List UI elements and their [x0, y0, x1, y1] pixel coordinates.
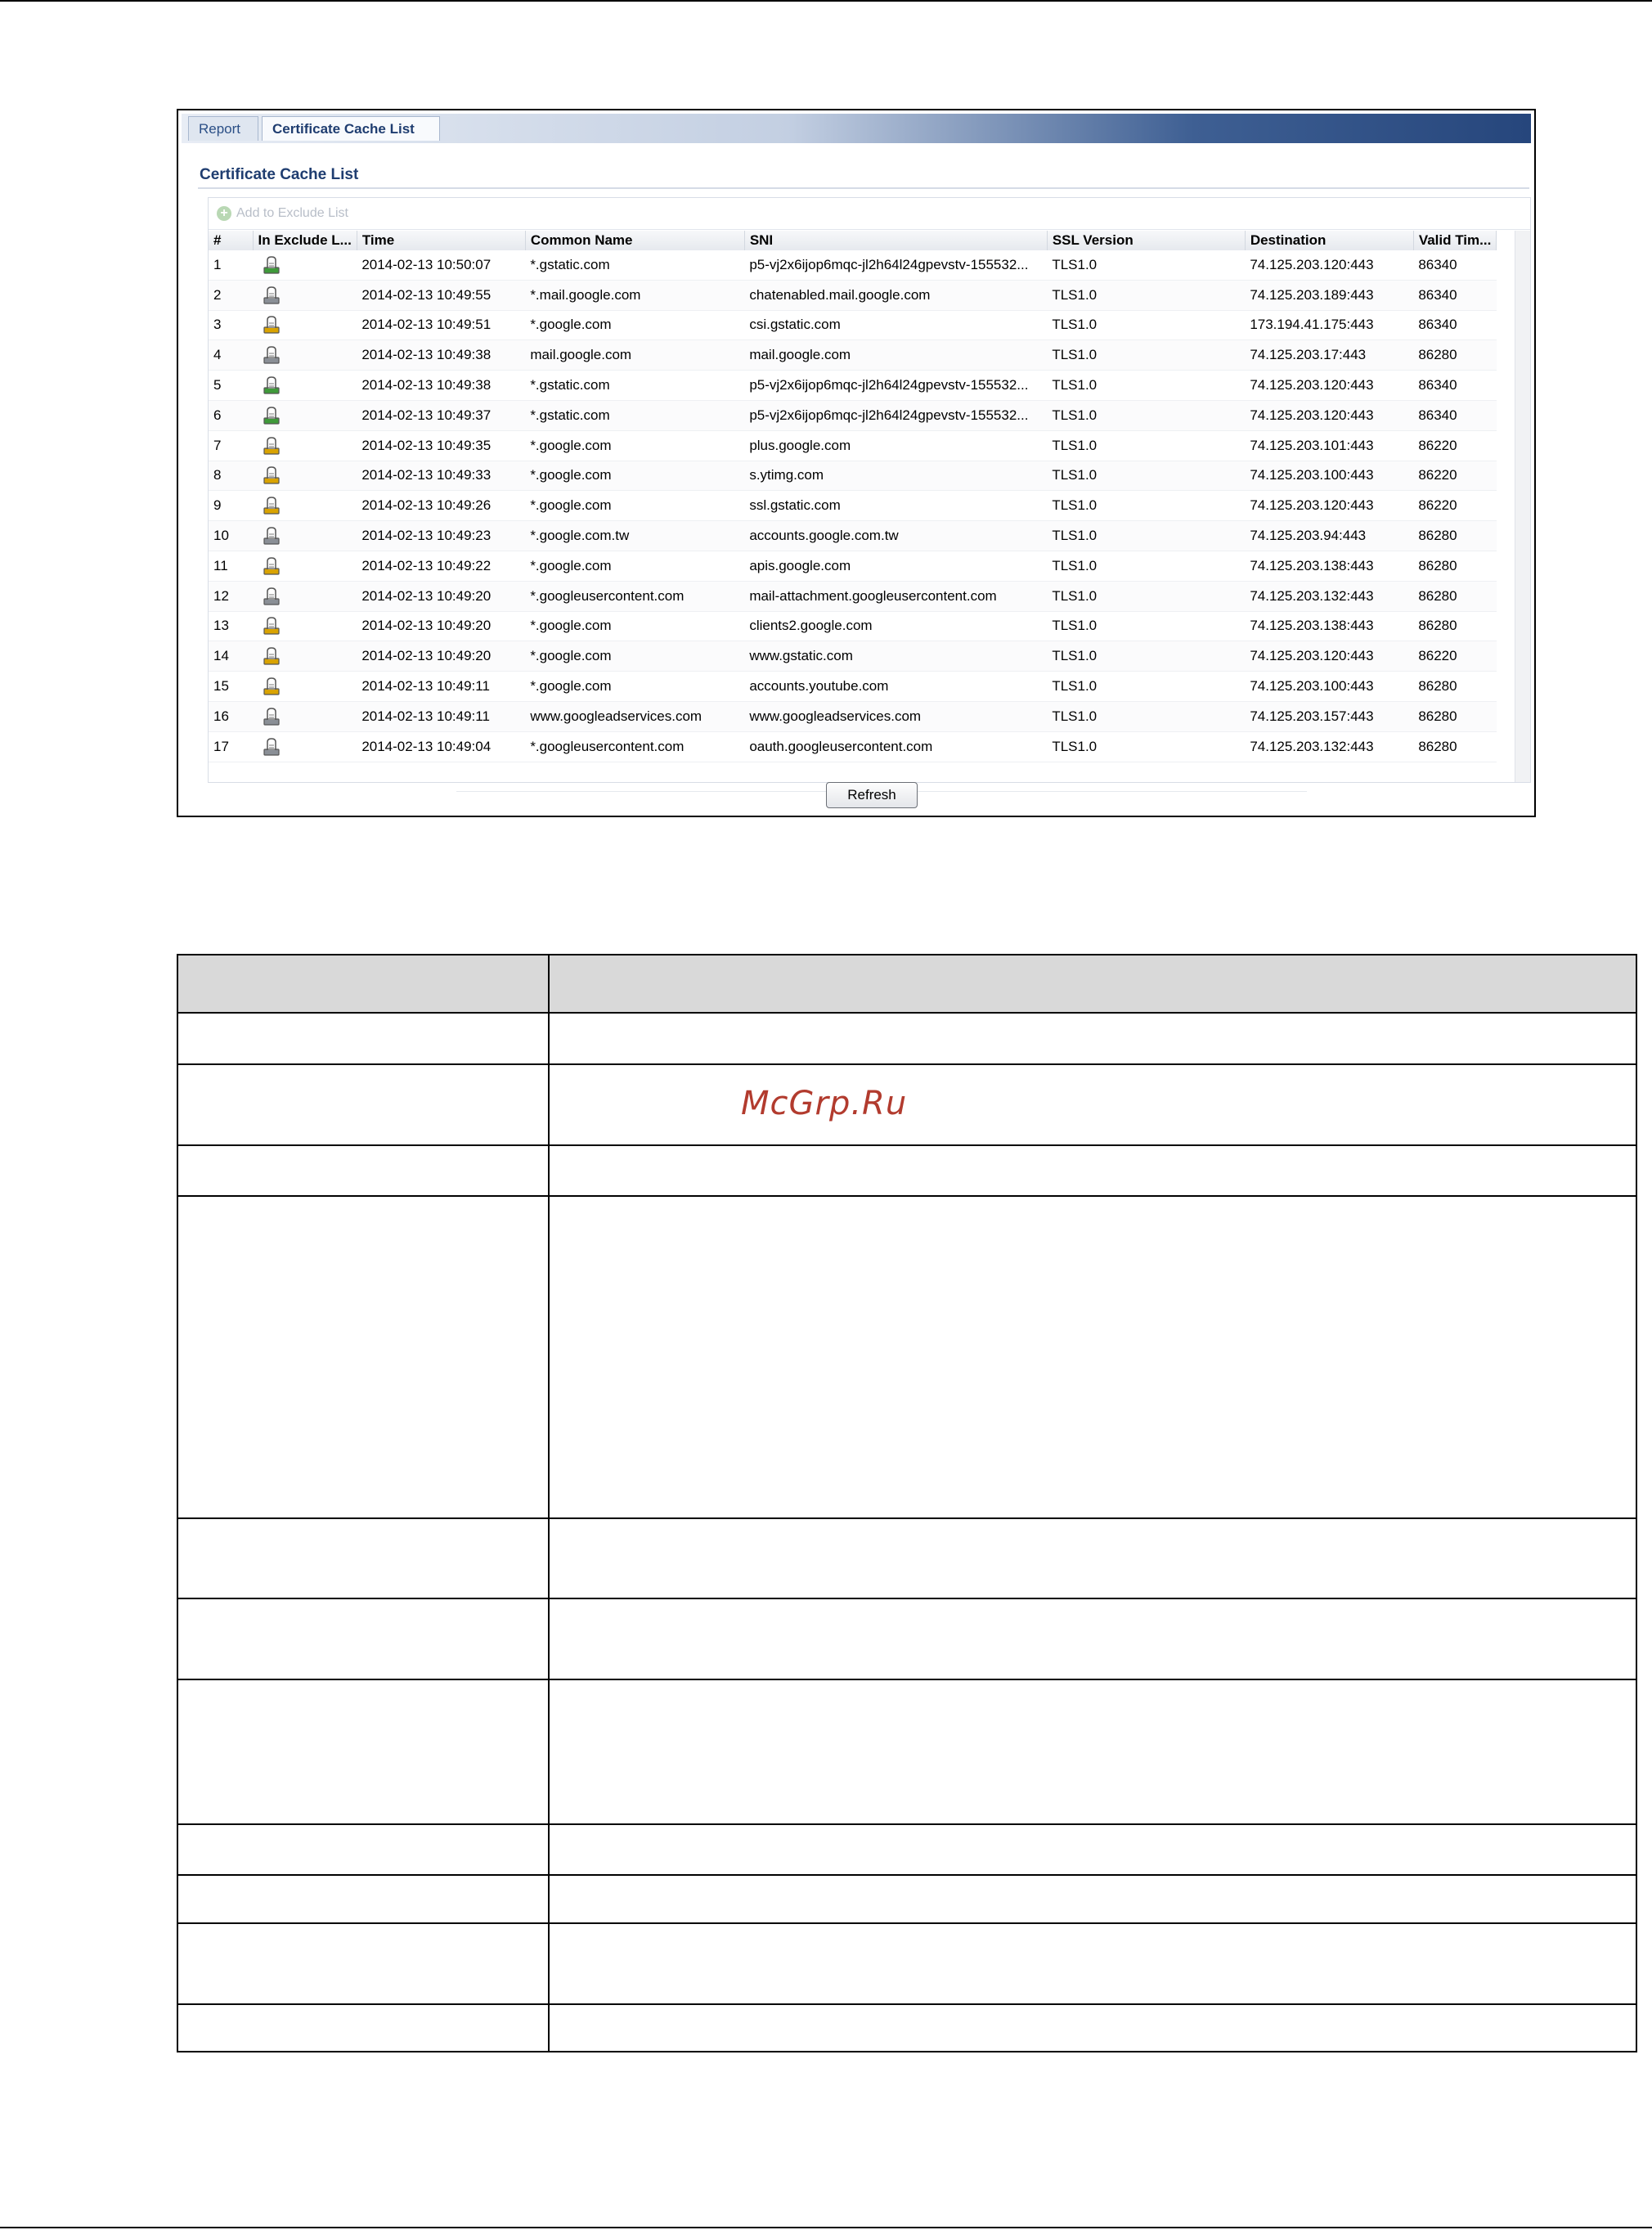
sni-cell: ssl.gstatic.com — [744, 491, 1047, 521]
time-cell: 2014-02-13 10:49:38 — [357, 371, 525, 401]
common-name-cell: *.google.com — [525, 491, 744, 521]
destination-cell: 173.194.41.175:443 — [1245, 310, 1413, 340]
certificate-icon — [261, 375, 282, 395]
table-row[interactable] — [209, 581, 1497, 611]
description-cell — [549, 1598, 1636, 1679]
ssl-version-cell: TLS1.0 — [1047, 430, 1245, 461]
table-row[interactable] — [209, 430, 1497, 461]
description-header-row — [177, 955, 1636, 1013]
ssl-version-cell: TLS1.0 — [1047, 400, 1245, 430]
certificate-icon — [261, 707, 282, 726]
sni-cell: apis.google.com — [744, 551, 1047, 581]
valid-time-cell: 86280 — [1413, 611, 1497, 641]
common-name-cell: *.google.com — [525, 310, 744, 340]
ssl-version-cell: TLS1.0 — [1047, 672, 1245, 702]
add-icon: + — [217, 206, 231, 221]
valid-time-cell: 86280 — [1413, 521, 1497, 551]
ssl-version-cell: TLS1.0 — [1047, 491, 1245, 521]
exclude-status-cell — [253, 310, 357, 340]
exclude-status-cell — [253, 581, 357, 611]
table-row[interactable] — [209, 611, 1497, 641]
valid-time-cell: 86340 — [1413, 280, 1497, 310]
certificate-icon — [261, 255, 282, 275]
exclude-status-cell — [253, 672, 357, 702]
exclude-status-cell — [253, 611, 357, 641]
description-row — [177, 1013, 1636, 1064]
common-name-cell: *.mail.google.com — [525, 280, 744, 310]
sni-cell: oauth.googleusercontent.com — [744, 731, 1047, 762]
sni-cell: mail.google.com — [744, 340, 1047, 371]
valid-time-cell: 86220 — [1413, 430, 1497, 461]
certificate-icon — [261, 285, 282, 305]
ssl-version-cell: TLS1.0 — [1047, 641, 1245, 672]
description-cell — [549, 1518, 1636, 1598]
certificate-icon — [261, 465, 282, 485]
description-cell — [549, 1824, 1636, 1875]
sni-cell: clients2.google.com — [744, 611, 1047, 641]
destination-cell: 74.125.203.120:443 — [1245, 491, 1413, 521]
description-cell — [549, 1875, 1636, 1923]
table-row[interactable] — [209, 731, 1497, 762]
certificate-icon — [261, 556, 282, 576]
exclude-status-cell — [253, 371, 357, 401]
certificate-icon — [261, 345, 282, 365]
exclude-status-cell — [253, 280, 357, 310]
time-cell: 2014-02-13 10:49:20 — [357, 611, 525, 641]
exclude-status-cell — [253, 641, 357, 672]
table-row[interactable] — [209, 551, 1497, 581]
label-cell — [177, 1013, 549, 1064]
table-row[interactable] — [209, 310, 1497, 340]
add-to-exclude-list-button[interactable] — [217, 205, 348, 223]
common-name-cell: *.google.com — [525, 461, 744, 491]
row-number: 11 — [209, 551, 253, 581]
time-cell: 2014-02-13 10:49:22 — [357, 551, 525, 581]
destination-cell: 74.125.203.157:443 — [1245, 701, 1413, 731]
row-number: 12 — [209, 581, 253, 611]
certificate-cache-screenshot — [177, 109, 1536, 817]
common-name-cell: mail.google.com — [525, 340, 744, 371]
destination-cell: 74.125.203.100:443 — [1245, 672, 1413, 702]
description-cell — [549, 1196, 1636, 1518]
certificate-icon — [261, 315, 282, 335]
sni-cell: www.gstatic.com — [744, 641, 1047, 672]
refresh-button[interactable]: Refresh — [826, 782, 918, 808]
column-header-common-name[interactable]: Common Name — [525, 231, 744, 250]
row-number: 3 — [209, 310, 253, 340]
row-number: 17 — [209, 731, 253, 762]
sni-cell: www.googleadservices.com — [744, 701, 1047, 731]
sni-cell: csi.gstatic.com — [744, 310, 1047, 340]
time-cell: 2014-02-13 10:49:20 — [357, 641, 525, 672]
ssl-version-cell: TLS1.0 — [1047, 581, 1245, 611]
ssl-version-cell: TLS1.0 — [1047, 280, 1245, 310]
common-name-cell: *.gstatic.com — [525, 371, 744, 401]
valid-time-cell: 86220 — [1413, 461, 1497, 491]
destination-cell: 74.125.203.94:443 — [1245, 521, 1413, 551]
destination-cell: 74.125.203.120:443 — [1245, 250, 1413, 280]
certificate-icon — [261, 737, 282, 757]
valid-time-cell: 86280 — [1413, 581, 1497, 611]
sni-cell: p5-vj2x6ijop6mqc-jl2h64l24gpevstv-155532... — [744, 400, 1047, 430]
destination-cell: 74.125.203.100:443 — [1245, 461, 1413, 491]
ssl-version-cell: TLS1.0 — [1047, 250, 1245, 280]
label-cell — [177, 1518, 549, 1598]
row-number: 10 — [209, 521, 253, 551]
column-header-destination[interactable]: Destination — [1245, 231, 1413, 250]
sni-cell: chatenabled.mail.google.com — [744, 280, 1047, 310]
add-to-exclude-list-label: Add to Exclude List — [236, 206, 348, 220]
column-header-ssl-version[interactable]: SSL Version — [1047, 231, 1245, 250]
table-row[interactable] — [209, 250, 1497, 280]
common-name-cell: *.googleusercontent.com — [525, 731, 744, 762]
ssl-version-cell: TLS1.0 — [1047, 340, 1245, 371]
valid-time-cell: 86280 — [1413, 672, 1497, 702]
label-cell — [177, 1824, 549, 1875]
certificate-icon — [261, 587, 282, 606]
destination-cell: 74.125.203.138:443 — [1245, 551, 1413, 581]
row-number: 9 — [209, 491, 253, 521]
label-cell — [177, 1679, 549, 1824]
table-row[interactable] — [209, 491, 1497, 521]
ssl-version-cell: TLS1.0 — [1047, 731, 1245, 762]
exclude-status-cell — [253, 461, 357, 491]
time-cell: 2014-02-13 10:49:04 — [357, 731, 525, 762]
time-cell: 2014-02-13 10:49:20 — [357, 581, 525, 611]
description-cell — [549, 1013, 1636, 1064]
description-cell — [549, 1923, 1636, 2004]
column-header-number[interactable]: # — [209, 231, 253, 250]
common-name-cell: *.google.com — [525, 430, 744, 461]
time-cell: 2014-02-13 10:49:51 — [357, 310, 525, 340]
ssl-version-cell: TLS1.0 — [1047, 701, 1245, 731]
common-name-cell: *.google.com.tw — [525, 521, 744, 551]
common-name-cell: *.google.com — [525, 611, 744, 641]
certificate-table-body — [209, 250, 1497, 762]
table-row[interactable] — [209, 672, 1497, 702]
label-cell — [177, 1145, 549, 1196]
top-rule — [0, 0, 1652, 2]
ssl-version-cell: TLS1.0 — [1047, 551, 1245, 581]
column-header-valid-time[interactable]: Valid Tim... — [1413, 231, 1497, 250]
time-cell: 2014-02-13 10:49:38 — [357, 340, 525, 371]
vertical-scrollbar[interactable] — [1515, 231, 1530, 782]
label-cell — [177, 1875, 549, 1923]
row-number: 16 — [209, 701, 253, 731]
row-number: 14 — [209, 641, 253, 672]
valid-time-cell: 86340 — [1413, 310, 1497, 340]
destination-cell: 74.125.203.120:443 — [1245, 371, 1413, 401]
ssl-version-cell: TLS1.0 — [1047, 461, 1245, 491]
certificate-icon — [261, 677, 282, 696]
grid-toolbar — [209, 198, 1530, 230]
description-row — [177, 1679, 1636, 1824]
sni-cell: p5-vj2x6ijop6mqc-jl2h64l24gpevstv-155532... — [744, 250, 1047, 280]
description-header-cell — [549, 955, 1636, 1013]
section-divider — [198, 187, 1529, 189]
ssl-version-cell: TLS1.0 — [1047, 611, 1245, 641]
time-cell: 2014-02-13 10:49:55 — [357, 280, 525, 310]
destination-cell: 74.125.203.101:443 — [1245, 430, 1413, 461]
sni-cell: s.ytimg.com — [744, 461, 1047, 491]
label-header-cell — [177, 955, 549, 1013]
certificate-icon — [261, 496, 282, 515]
sni-cell: accounts.youtube.com — [744, 672, 1047, 702]
exclude-status-cell — [253, 521, 357, 551]
certificate-icon — [261, 406, 282, 425]
exclude-status-cell — [253, 400, 357, 430]
destination-cell: 74.125.203.138:443 — [1245, 611, 1413, 641]
label-cell — [177, 1196, 549, 1518]
watermark-text: McGrp.Ru — [741, 1085, 908, 1122]
description-cell — [549, 1679, 1636, 1824]
valid-time-cell: 86280 — [1413, 731, 1497, 762]
sni-cell: p5-vj2x6ijop6mqc-jl2h64l24gpevstv-155532... — [744, 371, 1047, 401]
valid-time-cell: 86280 — [1413, 551, 1497, 581]
table-row[interactable] — [209, 521, 1497, 551]
sni-cell: accounts.google.com.tw — [744, 521, 1047, 551]
description-row — [177, 1923, 1636, 2004]
destination-cell: 74.125.203.120:443 — [1245, 641, 1413, 672]
tab-certificate-cache-list[interactable]: Certificate Cache List — [262, 116, 440, 141]
row-number: 8 — [209, 461, 253, 491]
destination-cell: 74.125.203.132:443 — [1245, 581, 1413, 611]
table-row[interactable] — [209, 461, 1497, 491]
time-cell: 2014-02-13 10:49:37 — [357, 400, 525, 430]
time-cell: 2014-02-13 10:50:07 — [357, 250, 525, 280]
row-number: 13 — [209, 611, 253, 641]
time-cell: 2014-02-13 10:49:23 — [357, 521, 525, 551]
bottom-rule — [0, 2227, 1652, 2228]
destination-cell: 74.125.203.189:443 — [1245, 280, 1413, 310]
label-cell — [177, 2004, 549, 2052]
valid-time-cell: 86280 — [1413, 340, 1497, 371]
exclude-status-cell — [253, 430, 357, 461]
exclude-status-cell — [253, 701, 357, 731]
valid-time-cell: 86340 — [1413, 400, 1497, 430]
label-cell — [177, 1064, 549, 1145]
destination-cell: 74.125.203.120:443 — [1245, 400, 1413, 430]
description-cell — [549, 1145, 1636, 1196]
description-row — [177, 1196, 1636, 1518]
sni-cell: mail-attachment.googleusercontent.com — [744, 581, 1047, 611]
tab-report[interactable]: Report — [188, 116, 258, 141]
row-number: 2 — [209, 280, 253, 310]
section-title: Certificate Cache List — [200, 166, 359, 183]
ssl-version-cell: TLS1.0 — [1047, 521, 1245, 551]
row-number: 6 — [209, 400, 253, 430]
time-cell: 2014-02-13 10:49:11 — [357, 672, 525, 702]
exclude-status-cell — [253, 731, 357, 762]
column-header-sni[interactable]: SNI — [744, 231, 1047, 250]
ssl-version-cell: TLS1.0 — [1047, 371, 1245, 401]
destination-cell: 74.125.203.17:443 — [1245, 340, 1413, 371]
column-header-in-exclude-list[interactable]: In Exclude L... — [253, 231, 357, 250]
table-header-row — [209, 231, 1497, 250]
table-row[interactable] — [209, 371, 1497, 401]
valid-time-cell: 86340 — [1413, 250, 1497, 280]
row-number: 4 — [209, 340, 253, 371]
ssl-version-cell: TLS1.0 — [1047, 310, 1245, 340]
common-name-cell: *.gstatic.com — [525, 400, 744, 430]
exclude-status-cell — [253, 250, 357, 280]
certificate-table — [209, 231, 1497, 762]
description-row — [177, 1875, 1636, 1923]
table-row[interactable] — [209, 701, 1497, 731]
common-name-cell: *.googleusercontent.com — [525, 581, 744, 611]
valid-time-cell: 86340 — [1413, 371, 1497, 401]
table-row[interactable] — [209, 280, 1497, 310]
certificate-icon — [261, 526, 282, 546]
description-cell — [549, 2004, 1636, 2052]
description-row — [177, 1598, 1636, 1679]
description-row — [177, 1824, 1636, 1875]
valid-time-cell: 86220 — [1413, 491, 1497, 521]
destination-cell: 74.125.203.132:443 — [1245, 731, 1413, 762]
label-cell — [177, 1923, 549, 2004]
time-cell: 2014-02-13 10:49:26 — [357, 491, 525, 521]
common-name-cell: *.google.com — [525, 672, 744, 702]
certificate-grid — [208, 197, 1531, 783]
label-cell — [177, 1598, 549, 1679]
time-cell: 2014-02-13 10:49:33 — [357, 461, 525, 491]
row-number: 15 — [209, 672, 253, 702]
table-row[interactable] — [209, 340, 1497, 371]
valid-time-cell: 86280 — [1413, 701, 1497, 731]
row-number: 5 — [209, 371, 253, 401]
exclude-status-cell — [253, 551, 357, 581]
certificate-icon — [261, 646, 282, 666]
exclude-status-cell — [253, 491, 357, 521]
exclude-status-cell — [253, 340, 357, 371]
table-row[interactable] — [209, 400, 1497, 430]
common-name-cell: *.google.com — [525, 641, 744, 672]
row-number: 7 — [209, 430, 253, 461]
description-cell — [549, 1064, 1636, 1145]
common-name-cell: *.google.com — [525, 551, 744, 581]
description-row — [177, 1145, 1636, 1196]
description-row — [177, 2004, 1636, 2052]
common-name-cell: *.gstatic.com — [525, 250, 744, 280]
certificate-icon — [261, 616, 282, 636]
table-row[interactable] — [209, 641, 1497, 672]
column-header-time[interactable]: Time — [357, 231, 525, 250]
description-row — [177, 1518, 1636, 1598]
time-cell: 2014-02-13 10:49:35 — [357, 430, 525, 461]
time-cell: 2014-02-13 10:49:11 — [357, 701, 525, 731]
common-name-cell: www.googleadservices.com — [525, 701, 744, 731]
valid-time-cell: 86220 — [1413, 641, 1497, 672]
sni-cell: plus.google.com — [744, 430, 1047, 461]
tab-bar — [182, 114, 1531, 143]
row-number: 1 — [209, 250, 253, 280]
certificate-icon — [261, 436, 282, 456]
